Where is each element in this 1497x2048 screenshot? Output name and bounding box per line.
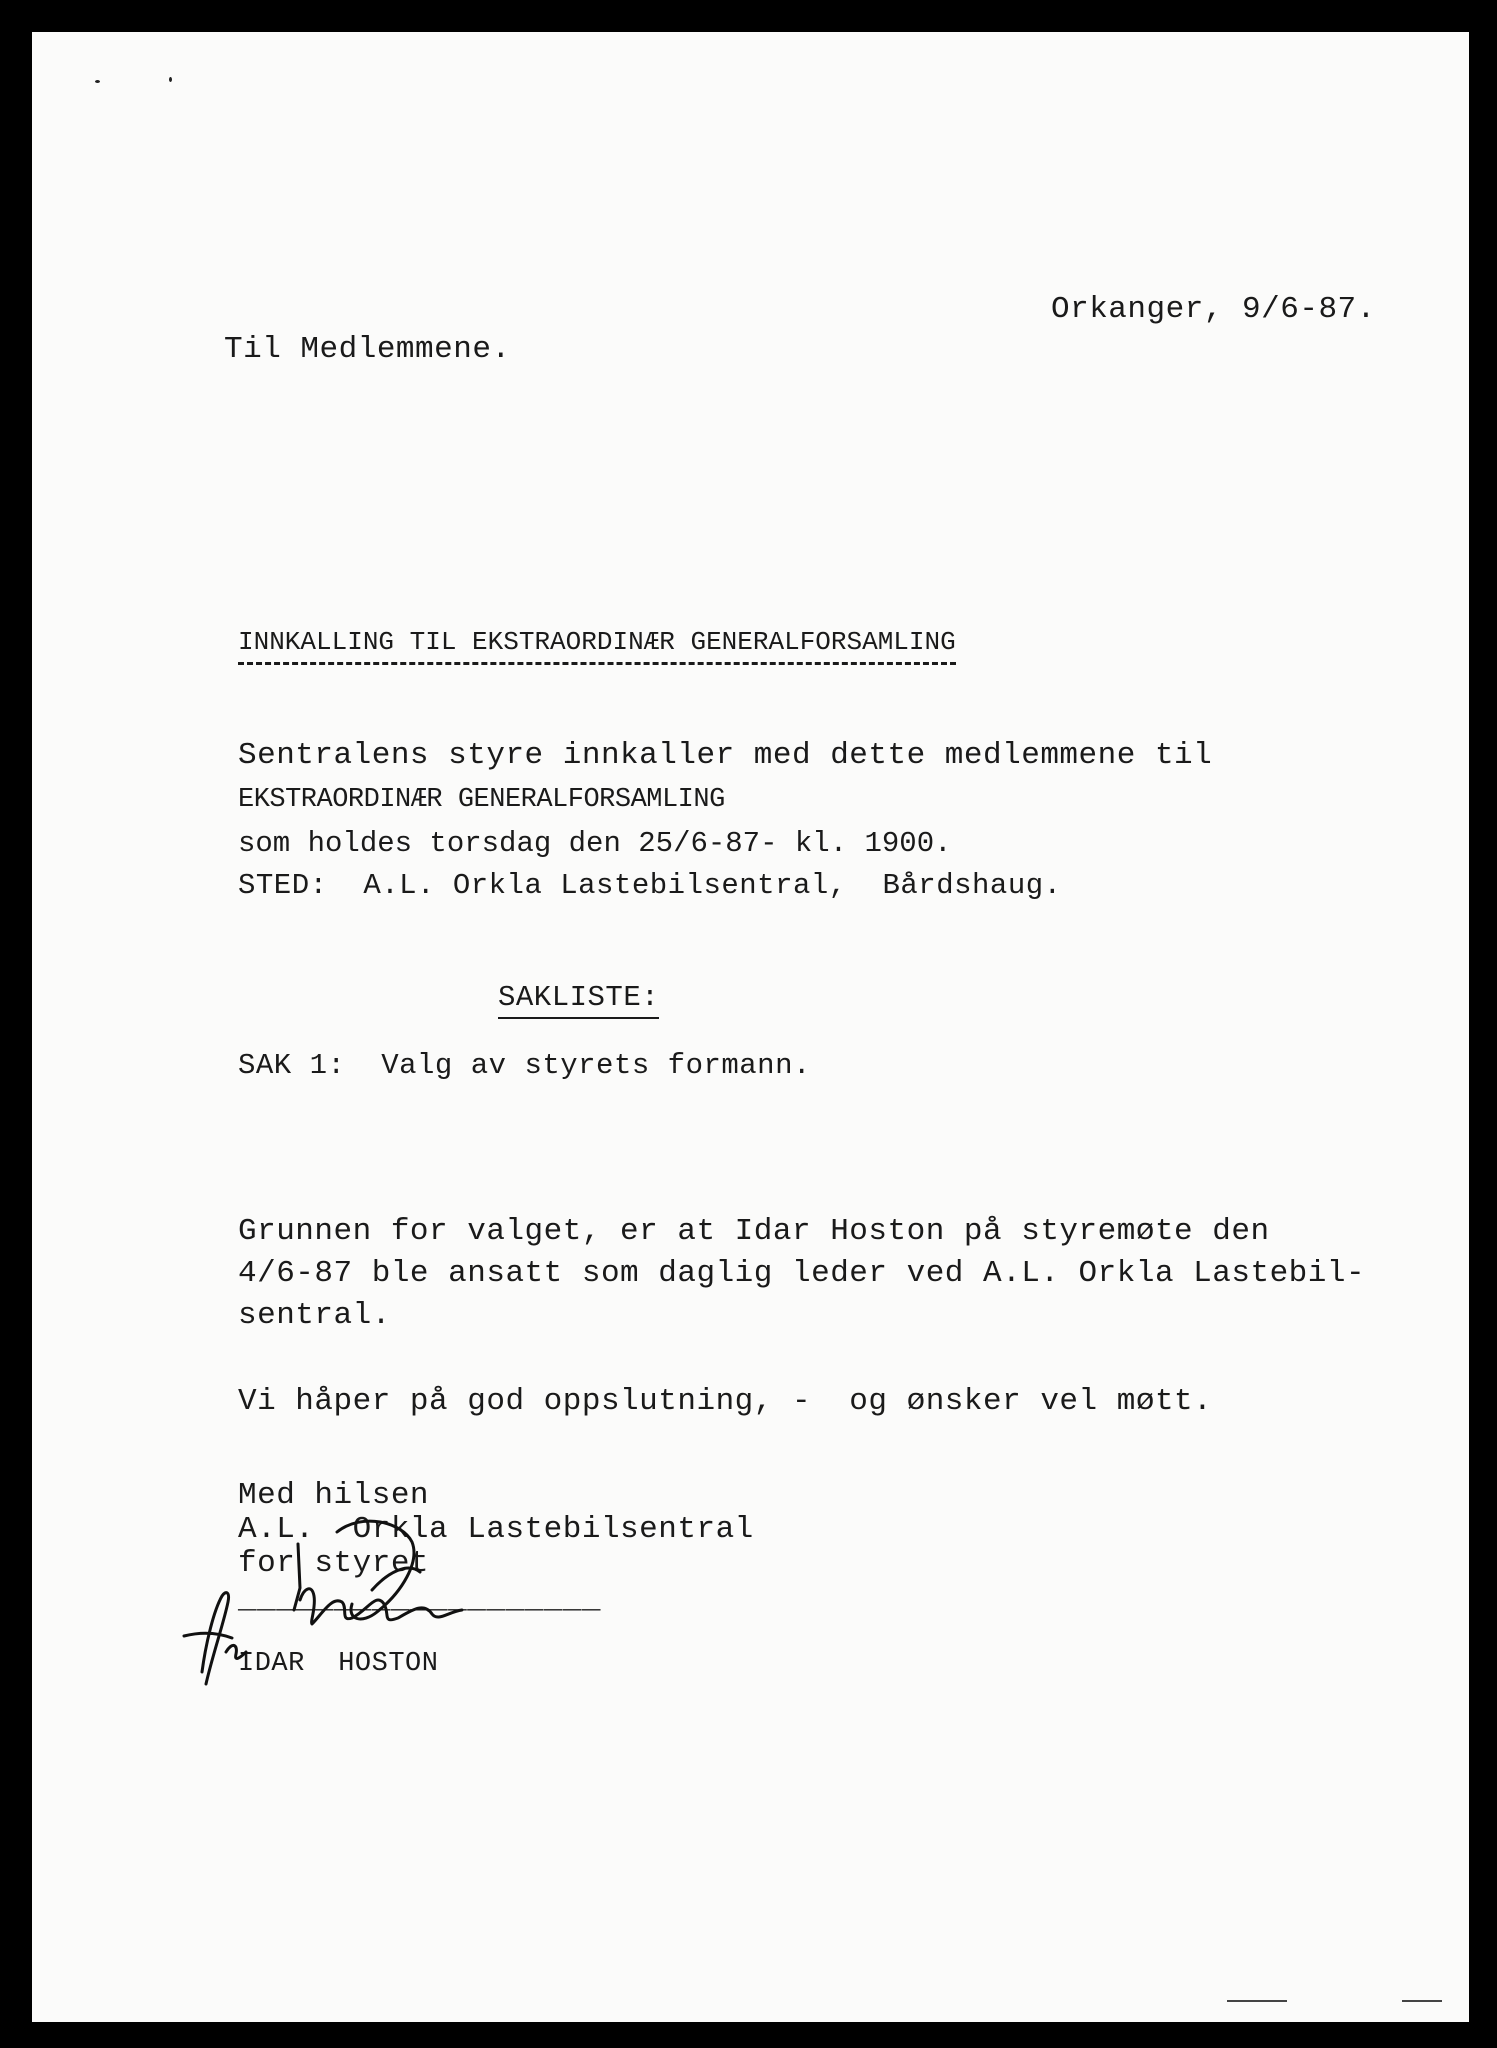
closing-line: Vi håper på god oppslutning, - og ønsker vel møtt. <box>238 1384 1213 1419</box>
recipient: Til Medlemmene. <box>224 332 511 367</box>
intro-line-3: som holdes torsdag den 25/6-87- kl. 1900. <box>238 827 952 860</box>
on-behalf: for styret <box>238 1546 430 1581</box>
reason-line-2: 4/6-87 ble ansatt som daglig leder ved A.L. Orkla Lastebil- <box>238 1256 1366 1291</box>
letter-page <box>32 32 1469 2022</box>
agenda-item: SAK 1: Valg av styrets formann. <box>238 1049 811 1082</box>
intro-line-4: STED: A.L. Orkla Lastebilsentral, Bårdshaug. <box>238 869 1062 902</box>
reason-line-1: Grunnen for valget, er at Idar Hoston på styremøte den <box>238 1214 1270 1249</box>
letter-heading: INNKALLING TIL EKSTRAORDINÆR GENERALFORSAMLING <box>238 624 956 665</box>
signature-line: ___________________ <box>238 1582 601 1617</box>
paper-speck <box>95 80 100 83</box>
handwritten-signature <box>162 1492 542 1702</box>
organization: A.L. Orkla Lastebilsentral <box>238 1512 754 1547</box>
intro-line-2: EKSTRAORDINÆR GENERALFORSAMLING <box>238 785 725 815</box>
paper-speck <box>169 77 172 82</box>
intro-line-1: Sentralens styre innkaller med dette medlemmene til <box>238 738 1213 773</box>
greeting: Med hilsen <box>238 1478 430 1513</box>
agenda-title: SAKLISTE: <box>498 980 659 1019</box>
reason-line-3: sentral. <box>238 1298 391 1333</box>
place-date: Orkanger, 9/6-87. <box>1051 292 1376 327</box>
paper-mark <box>1402 2000 1442 2002</box>
signer-name: IDAR HOSTON <box>238 1649 439 1679</box>
paper-mark <box>1227 2000 1287 2002</box>
